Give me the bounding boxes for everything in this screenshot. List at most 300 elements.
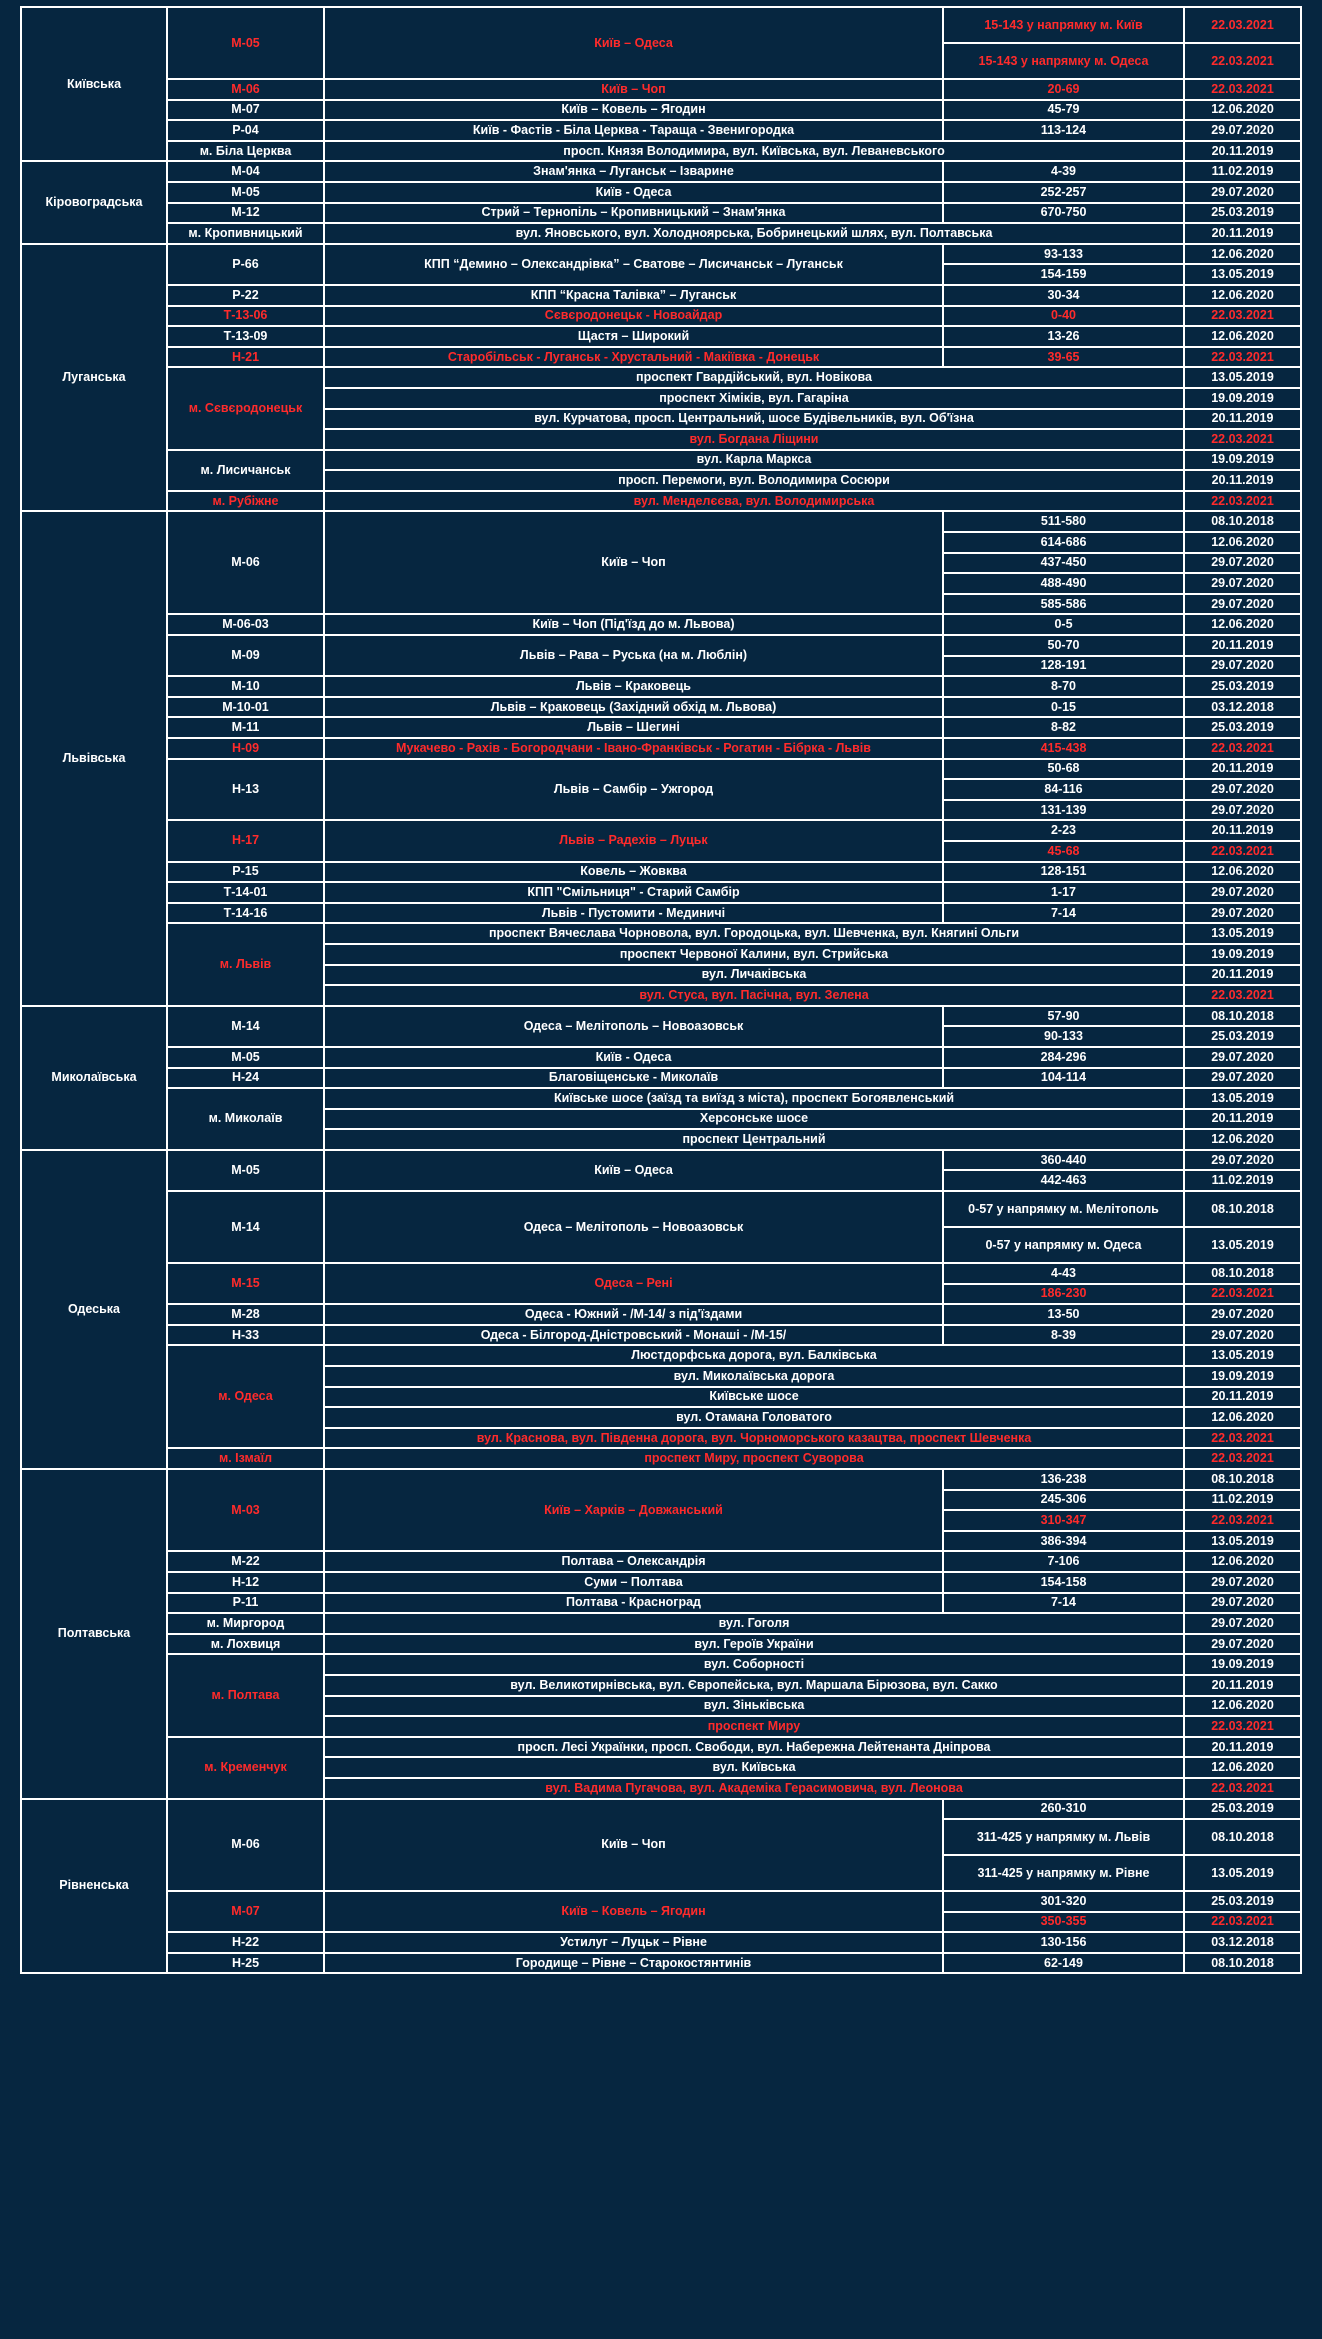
table-row (21, 923, 1301, 944)
section-cell: Київ – Чоп (324, 511, 943, 614)
table-row (21, 738, 1301, 759)
km-cell: 57-90 (943, 1006, 1184, 1027)
date-cell: 22.03.2021 (1184, 1510, 1301, 1531)
km-cell: 7-106 (943, 1551, 1184, 1572)
date-cell: 25.03.2019 (1184, 203, 1301, 224)
date-cell: 25.03.2019 (1184, 676, 1301, 697)
km-cell: 310-347 (943, 1510, 1184, 1531)
km-cell: 45-68 (943, 841, 1184, 862)
km-cell: 154-158 (943, 1572, 1184, 1593)
date-cell: 29.07.2020 (1184, 1572, 1301, 1593)
road-code-cell: М-06 (167, 79, 324, 100)
date-cell: 12.06.2020 (1184, 1551, 1301, 1572)
section-cell: вул. Яновського, вул. Холодноярська, Бобринецький шлях, вул. Полтавська (324, 223, 1184, 244)
table-row (21, 182, 1301, 203)
section-cell: Щастя – Широкий (324, 326, 943, 347)
date-cell: 29.07.2020 (1184, 594, 1301, 615)
date-cell: 29.07.2020 (1184, 1150, 1301, 1171)
section-cell: вул. Личаківська (324, 965, 1184, 986)
table-row (21, 1737, 1301, 1758)
table-row (21, 1613, 1301, 1634)
date-cell: 29.07.2020 (1184, 1613, 1301, 1634)
section-cell: проспект Миру (324, 1716, 1184, 1737)
road-code-cell: М-22 (167, 1551, 324, 1572)
section-cell: вул. Краснова, вул. Південна дорога, вул. Чорноморського казацтва, проспект Шевченка (324, 1428, 1184, 1449)
road-code-cell: м. Львів (167, 923, 324, 1005)
date-cell: 29.07.2020 (1184, 903, 1301, 924)
section-cell: проспект Червоної Калини, вул. Стрийська (324, 944, 1184, 965)
road-code-cell: М-14 (167, 1191, 324, 1263)
road-code-cell: М-14 (167, 1006, 324, 1047)
date-cell: 19.09.2019 (1184, 388, 1301, 409)
km-cell: 4-43 (943, 1263, 1184, 1284)
section-cell: Львів - Пустомити - Мединичі (324, 903, 943, 924)
road-code-cell: Н-09 (167, 738, 324, 759)
date-cell: 25.03.2019 (1184, 1891, 1301, 1912)
date-cell: 22.03.2021 (1184, 429, 1301, 450)
date-cell: 20.11.2019 (1184, 1675, 1301, 1696)
section-cell: Одеса – Рені (324, 1263, 943, 1304)
date-cell: 29.07.2020 (1184, 553, 1301, 574)
date-cell: 29.07.2020 (1184, 779, 1301, 800)
region-cell: Миколаївська (21, 1006, 167, 1150)
date-cell: 13.05.2019 (1184, 1227, 1301, 1263)
section-cell: Київ – Ковель – Ягодин (324, 100, 943, 121)
km-cell: 90-133 (943, 1026, 1184, 1047)
table-row (21, 347, 1301, 368)
section-cell: КПП "Смільниця" - Старий Самбір (324, 882, 943, 903)
km-cell: 301-320 (943, 1891, 1184, 1912)
section-cell: Львів – Шегині (324, 717, 943, 738)
km-cell: 311-425 у напрямку м. Рівне (943, 1855, 1184, 1891)
section-cell: Ковель – Жовква (324, 862, 943, 883)
road-code-cell: М-06-03 (167, 614, 324, 635)
section-cell: проспект Гвардійський, вул. Новікова (324, 367, 1184, 388)
date-cell: 20.11.2019 (1184, 1109, 1301, 1130)
date-cell: 29.07.2020 (1184, 1634, 1301, 1655)
km-cell: 284-296 (943, 1047, 1184, 1068)
road-code-cell: М-10 (167, 676, 324, 697)
table-row (21, 1263, 1301, 1284)
road-code-cell: Т-13-06 (167, 306, 324, 327)
date-cell: 19.09.2019 (1184, 944, 1301, 965)
region-cell: Луганська (21, 244, 167, 512)
section-cell: вул. Зіньківська (324, 1696, 1184, 1717)
km-cell: 0-15 (943, 697, 1184, 718)
section-cell: вул. Богдана Ліщини (324, 429, 1184, 450)
km-cell: 0-40 (943, 306, 1184, 327)
date-cell: 12.06.2020 (1184, 244, 1301, 265)
date-cell: 08.10.2018 (1184, 511, 1301, 532)
road-code-cell: М-07 (167, 1891, 324, 1932)
km-cell: 128-191 (943, 656, 1184, 677)
date-cell: 22.03.2021 (1184, 985, 1301, 1006)
table-row (21, 1191, 1301, 1227)
table-row (21, 1654, 1301, 1675)
table-row (21, 367, 1301, 388)
table-row (21, 491, 1301, 512)
table-row (21, 306, 1301, 327)
section-cell: Київ - Одеса (324, 182, 943, 203)
date-cell: 12.06.2020 (1184, 1129, 1301, 1150)
km-cell: 128-151 (943, 862, 1184, 883)
date-cell: 25.03.2019 (1184, 1799, 1301, 1820)
km-cell: 350-355 (943, 1912, 1184, 1933)
date-cell: 20.11.2019 (1184, 223, 1301, 244)
km-cell: 154-159 (943, 264, 1184, 285)
date-cell: 22.03.2021 (1184, 738, 1301, 759)
km-cell: 442-463 (943, 1170, 1184, 1191)
road-code-cell: М-28 (167, 1304, 324, 1325)
road-code-cell: М-06 (167, 1799, 324, 1892)
km-cell: 1-17 (943, 882, 1184, 903)
road-code-cell: М-05 (167, 182, 324, 203)
road-code-cell: м. Миргород (167, 1613, 324, 1634)
table-row (21, 7, 1301, 43)
section-cell: просп. Лесі Українки, просп. Свободи, вул. Набережна Лейтенанта Дніпрова (324, 1737, 1184, 1758)
section-cell: Полтава – Олександрія (324, 1551, 943, 1572)
table-row (21, 1572, 1301, 1593)
km-cell: 7-14 (943, 903, 1184, 924)
road-code-cell: м. Біла Церква (167, 141, 324, 162)
date-cell: 12.06.2020 (1184, 1696, 1301, 1717)
road-code-cell: Н-17 (167, 820, 324, 861)
section-cell: Знам'янка – Луганськ – Ізварине (324, 161, 943, 182)
date-cell: 03.12.2018 (1184, 1932, 1301, 1953)
km-cell: 136-238 (943, 1469, 1184, 1490)
date-cell: 29.07.2020 (1184, 800, 1301, 821)
km-cell: 488-490 (943, 573, 1184, 594)
km-cell: 93-133 (943, 244, 1184, 265)
table-row (21, 161, 1301, 182)
date-cell: 13.05.2019 (1184, 264, 1301, 285)
road-code-cell: Н-25 (167, 1953, 324, 1974)
km-cell: 415-438 (943, 738, 1184, 759)
section-cell: Київ – Одеса (324, 7, 943, 79)
table-row (21, 326, 1301, 347)
table-row (21, 120, 1301, 141)
km-cell: 437-450 (943, 553, 1184, 574)
table-row (21, 1006, 1301, 1027)
date-cell: 08.10.2018 (1184, 1263, 1301, 1284)
table-row (21, 141, 1301, 162)
section-cell: вул. Курчатова, просп. Центральний, шосе Будівельників, вул. Об'їзна (324, 409, 1184, 430)
road-code-cell: м. Кропивницький (167, 223, 324, 244)
section-cell: Львів – Краковець (Західний обхід м. Львова) (324, 697, 943, 718)
road-code-cell: М-03 (167, 1469, 324, 1551)
date-cell: 08.10.2018 (1184, 1469, 1301, 1490)
date-cell: 13.05.2019 (1184, 923, 1301, 944)
km-cell: 104-114 (943, 1068, 1184, 1089)
date-cell: 29.07.2020 (1184, 120, 1301, 141)
km-cell: 311-425 у напрямку м. Львів (943, 1819, 1184, 1855)
road-code-cell: Н-33 (167, 1325, 324, 1346)
region-cell: Полтавська (21, 1469, 167, 1799)
table-row (21, 820, 1301, 841)
date-cell: 29.07.2020 (1184, 882, 1301, 903)
km-cell: 252-257 (943, 182, 1184, 203)
table-row (21, 1932, 1301, 1953)
road-code-cell: Р-15 (167, 862, 324, 883)
km-cell: 186-230 (943, 1284, 1184, 1305)
section-cell: вул. Соборності (324, 1654, 1184, 1675)
date-cell: 29.07.2020 (1184, 573, 1301, 594)
region-cell: Львівська (21, 511, 167, 1005)
date-cell: 20.11.2019 (1184, 141, 1301, 162)
date-cell: 22.03.2021 (1184, 43, 1301, 79)
date-cell: 12.06.2020 (1184, 862, 1301, 883)
km-cell: 50-70 (943, 635, 1184, 656)
section-cell: Благовіщенське - Миколаїв (324, 1068, 943, 1089)
road-code-cell: Н-24 (167, 1068, 324, 1089)
section-cell: Сєвєродонецьк - Новоайдар (324, 306, 943, 327)
region-cell: Київська (21, 7, 167, 161)
section-cell: вул. Вадима Пугачова, вул. Академіка Герасимовича, вул. Леонова (324, 1778, 1184, 1799)
road-code-cell: М-06 (167, 511, 324, 614)
section-cell: просп. Князя Володимира, вул. Київська, вул. Леваневського (324, 141, 1184, 162)
date-cell: 08.10.2018 (1184, 1006, 1301, 1027)
date-cell: 29.07.2020 (1184, 1593, 1301, 1614)
km-cell: 4-39 (943, 161, 1184, 182)
km-cell: 130-156 (943, 1932, 1184, 1953)
section-cell: вул. Менделєєва, вул. Володимирська (324, 491, 1184, 512)
date-cell: 20.11.2019 (1184, 470, 1301, 491)
km-cell: 131-139 (943, 800, 1184, 821)
table-row (21, 1953, 1301, 1974)
date-cell: 22.03.2021 (1184, 306, 1301, 327)
section-cell: Одеса - Білгород-Дністровський - Монаші - /М-15/ (324, 1325, 943, 1346)
road-code-cell: М-11 (167, 717, 324, 738)
table-row (21, 676, 1301, 697)
table-row (21, 285, 1301, 306)
road-code-cell: м. Ізмаїл (167, 1448, 324, 1469)
table-row (21, 223, 1301, 244)
region-cell: Одеська (21, 1150, 167, 1469)
section-cell: проспект Вячеслава Чорновола, вул. Городоцька, вул. Шевченка, вул. Княгині Ольги (324, 923, 1184, 944)
km-cell: 0-57 у напрямку м. Одеса (943, 1227, 1184, 1263)
km-cell: 511-580 (943, 511, 1184, 532)
table-row (21, 1799, 1301, 1820)
km-cell: 585-586 (943, 594, 1184, 615)
section-cell: Київське шосе (324, 1387, 1184, 1408)
road-code-cell: М-05 (167, 1047, 324, 1068)
table-row (21, 1469, 1301, 1490)
section-cell: проспект Центральний (324, 1129, 1184, 1150)
table-row (21, 244, 1301, 265)
date-cell: 13.05.2019 (1184, 1531, 1301, 1552)
km-cell: 30-34 (943, 285, 1184, 306)
date-cell: 22.03.2021 (1184, 1448, 1301, 1469)
road-code-cell: М-07 (167, 100, 324, 121)
road-code-cell: м. Сєвєродонецьк (167, 367, 324, 449)
date-cell: 13.05.2019 (1184, 1345, 1301, 1366)
road-code-cell: Т-14-01 (167, 882, 324, 903)
date-cell: 08.10.2018 (1184, 1819, 1301, 1855)
km-cell: 39-65 (943, 347, 1184, 368)
date-cell: 19.09.2019 (1184, 450, 1301, 471)
date-cell: 25.03.2019 (1184, 1026, 1301, 1047)
date-cell: 08.10.2018 (1184, 1191, 1301, 1227)
road-repair-table (20, 6, 1302, 1974)
km-cell: 386-394 (943, 1531, 1184, 1552)
date-cell: 20.11.2019 (1184, 1737, 1301, 1758)
section-cell: Херсонське шосе (324, 1109, 1184, 1130)
road-code-cell: М-09 (167, 635, 324, 676)
section-cell: вул. Київська (324, 1757, 1184, 1778)
table-row (21, 635, 1301, 656)
km-cell: 50-68 (943, 759, 1184, 780)
date-cell: 12.06.2020 (1184, 326, 1301, 347)
section-cell: Київ – Харків – Довжанський (324, 1469, 943, 1551)
km-cell: 113-124 (943, 120, 1184, 141)
km-cell: 20-69 (943, 79, 1184, 100)
date-cell: 08.10.2018 (1184, 1953, 1301, 1974)
section-cell: Київ - Одеса (324, 1047, 943, 1068)
date-cell: 22.03.2021 (1184, 7, 1301, 43)
section-cell: проспект Миру, проспект Суворова (324, 1448, 1184, 1469)
date-cell: 12.06.2020 (1184, 100, 1301, 121)
road-code-cell: Т-14-16 (167, 903, 324, 924)
table-row (21, 1325, 1301, 1346)
table-row (21, 203, 1301, 224)
road-code-cell: м. Полтава (167, 1654, 324, 1736)
table-row (21, 100, 1301, 121)
date-cell: 22.03.2021 (1184, 1428, 1301, 1449)
section-cell: Мукачево - Рахів - Богородчани - Івано-Франківськ - Рогатин - Бібрка - Львів (324, 738, 943, 759)
section-cell: Люстдорфська дорога, вул. Балківська (324, 1345, 1184, 1366)
road-code-cell: Р-04 (167, 120, 324, 141)
date-cell: 12.06.2020 (1184, 1757, 1301, 1778)
section-cell: КПП “Красна Талівка” – Луганськ (324, 285, 943, 306)
table-row (21, 1304, 1301, 1325)
km-cell: 45-79 (943, 100, 1184, 121)
km-cell: 0-57 у напрямку м. Мелітополь (943, 1191, 1184, 1227)
road-code-cell: М-05 (167, 1150, 324, 1191)
km-cell: 614-686 (943, 532, 1184, 553)
date-cell: 22.03.2021 (1184, 1778, 1301, 1799)
section-cell: Львів – Рава – Руська (на м. Люблін) (324, 635, 943, 676)
section-cell: Львів – Краковець (324, 676, 943, 697)
date-cell: 29.07.2020 (1184, 1325, 1301, 1346)
road-code-cell: м. Миколаїв (167, 1088, 324, 1150)
table-row (21, 862, 1301, 883)
km-cell: 360-440 (943, 1150, 1184, 1171)
date-cell: 29.07.2020 (1184, 656, 1301, 677)
date-cell: 22.03.2021 (1184, 1716, 1301, 1737)
section-cell: вул. Миколаївська дорога (324, 1366, 1184, 1387)
table-body (21, 7, 1301, 1973)
date-cell: 22.03.2021 (1184, 841, 1301, 862)
section-cell: Стрий – Тернопіль – Кропивницький – Знам'янка (324, 203, 943, 224)
km-cell: 15-143 у напрямку м. Одеса (943, 43, 1184, 79)
section-cell: КПП “Демино – Олександрівка” – Сватове – Лисичанськ – Луганськ (324, 244, 943, 285)
road-code-cell: М-04 (167, 161, 324, 182)
date-cell: 20.11.2019 (1184, 635, 1301, 656)
date-cell: 20.11.2019 (1184, 965, 1301, 986)
date-cell: 11.02.2019 (1184, 1170, 1301, 1191)
section-cell: Одеса – Мелітополь – Новоазовськ (324, 1006, 943, 1047)
section-cell: просп. Перемоги, вул. Володимира Сосюри (324, 470, 1184, 491)
table-row (21, 759, 1301, 780)
date-cell: 22.03.2021 (1184, 79, 1301, 100)
date-cell: 22.03.2021 (1184, 347, 1301, 368)
table-row (21, 1068, 1301, 1089)
table-row (21, 882, 1301, 903)
road-code-cell: м. Лохвиця (167, 1634, 324, 1655)
road-code-cell: м. Кременчук (167, 1737, 324, 1799)
road-code-cell: Р-66 (167, 244, 324, 285)
section-cell: Київ – Ковель – Ягодин (324, 1891, 943, 1932)
region-cell: Рівненська (21, 1799, 167, 1974)
section-cell: Суми – Полтава (324, 1572, 943, 1593)
km-cell: 670-750 (943, 203, 1184, 224)
km-cell: 245-306 (943, 1490, 1184, 1511)
date-cell: 25.03.2019 (1184, 717, 1301, 738)
road-code-cell: М-10-01 (167, 697, 324, 718)
date-cell: 29.07.2020 (1184, 1047, 1301, 1068)
road-code-cell: м. Одеса (167, 1345, 324, 1448)
km-cell: 13-50 (943, 1304, 1184, 1325)
km-cell: 8-39 (943, 1325, 1184, 1346)
date-cell: 19.09.2019 (1184, 1654, 1301, 1675)
km-cell: 62-149 (943, 1953, 1184, 1974)
date-cell: 13.05.2019 (1184, 1088, 1301, 1109)
table-row (21, 511, 1301, 532)
date-cell: 29.07.2020 (1184, 1304, 1301, 1325)
date-cell: 13.05.2019 (1184, 1855, 1301, 1891)
table-row (21, 1891, 1301, 1912)
km-cell: 0-5 (943, 614, 1184, 635)
section-cell: вул. Великотирнівська, вул. Європейська, вул. Маршала Бірюзова, вул. Сакко (324, 1675, 1184, 1696)
date-cell: 03.12.2018 (1184, 697, 1301, 718)
date-cell: 20.11.2019 (1184, 759, 1301, 780)
road-code-cell: М-15 (167, 1263, 324, 1304)
road-table-wrapper (20, 6, 1300, 1974)
road-code-cell: М-05 (167, 7, 324, 79)
date-cell: 20.11.2019 (1184, 409, 1301, 430)
km-cell: 15-143 у напрямку м. Київ (943, 7, 1184, 43)
km-cell: 7-14 (943, 1593, 1184, 1614)
date-cell: 11.02.2019 (1184, 1490, 1301, 1511)
table-row (21, 79, 1301, 100)
date-cell: 13.05.2019 (1184, 367, 1301, 388)
table-row (21, 903, 1301, 924)
date-cell: 12.06.2020 (1184, 1407, 1301, 1428)
road-code-cell: Н-13 (167, 759, 324, 821)
section-cell: Старобільськ - Луганськ - Хрустальний - Макіївка - Донецьк (324, 347, 943, 368)
date-cell: 29.07.2020 (1184, 182, 1301, 203)
road-code-cell: Н-21 (167, 347, 324, 368)
road-code-cell: м. Рубіжне (167, 491, 324, 512)
km-cell: 260-310 (943, 1799, 1184, 1820)
table-row (21, 450, 1301, 471)
km-cell: 13-26 (943, 326, 1184, 347)
section-cell: Київ – Чоп (324, 1799, 943, 1892)
road-code-cell: Р-11 (167, 1593, 324, 1614)
section-cell: вул. Карла Маркса (324, 450, 1184, 471)
section-cell: Устилуг – Луцьк – Рівне (324, 1932, 943, 1953)
section-cell: Київ – Одеса (324, 1150, 943, 1191)
date-cell: 20.11.2019 (1184, 1387, 1301, 1408)
date-cell: 22.03.2021 (1184, 1912, 1301, 1933)
section-cell: Київське шосе (заїзд та виїзд з міста), проспект Богоявленський (324, 1088, 1184, 1109)
table-row (21, 1551, 1301, 1572)
section-cell: Львів – Самбір – Ужгород (324, 759, 943, 821)
table-row (21, 1448, 1301, 1469)
road-code-cell: м. Лисичанськ (167, 450, 324, 491)
date-cell: 22.03.2021 (1184, 1284, 1301, 1305)
section-cell: вул. Отамана Головатого (324, 1407, 1184, 1428)
